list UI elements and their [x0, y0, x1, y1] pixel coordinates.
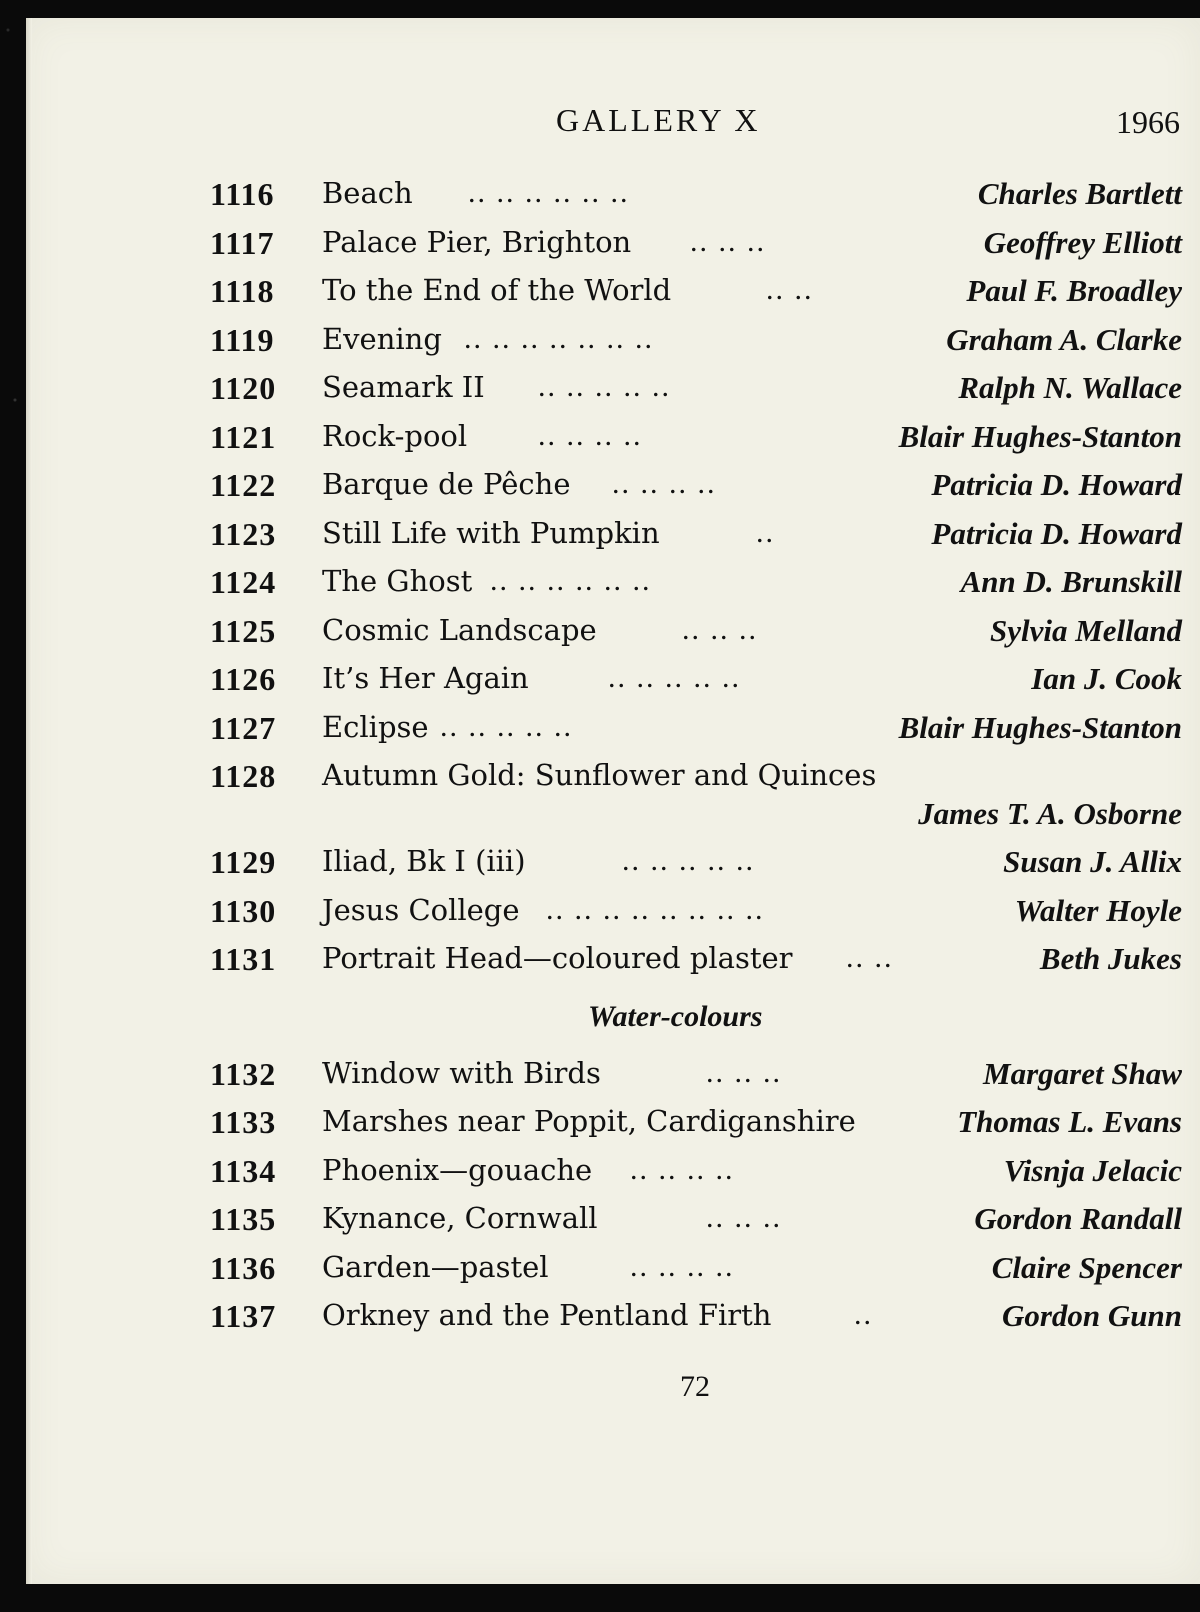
list-item	[0, 1298, 1200, 1347]
list-item	[0, 1250, 1200, 1299]
dot-leader: .. .. .. .. ..	[440, 709, 573, 743]
entry-number: 1128	[210, 758, 277, 794]
entry-title: Kynance, Cornwall	[322, 1201, 598, 1235]
entry-artist: Ian J. Cook	[1031, 661, 1182, 696]
section-heading-text: Water-colours	[588, 999, 763, 1033]
entry-number: 1137	[210, 1298, 277, 1334]
entry-title: Evening	[322, 321, 442, 356]
entry-title: Barque de Pêche	[322, 467, 571, 501]
entry-artist: Walter Hoyle	[1014, 892, 1182, 928]
entry-title: Palace Pier, Brighton	[322, 224, 632, 259]
entry-artist: Patricia D. Howard	[931, 515, 1182, 551]
entry-title: Rock-pool	[322, 418, 468, 453]
dot-leader: ..	[756, 515, 775, 549]
entry-number: 1134	[210, 1152, 277, 1189]
list-item	[0, 1201, 1200, 1250]
list-item	[0, 893, 1200, 942]
entry-number: 1132	[210, 1055, 277, 1092]
entry-title: Garden—pastel	[322, 1249, 549, 1284]
list-item	[0, 176, 1200, 225]
entry-number: 1124	[210, 564, 277, 600]
list-item	[0, 1056, 1200, 1105]
entry-artist: Thomas L. Evans	[957, 1104, 1182, 1139]
entry-artist: Susan J. Allix	[1003, 844, 1182, 879]
entry-artist: Claire Spencer	[991, 1249, 1182, 1285]
list-item	[0, 941, 1200, 990]
list-item	[0, 467, 1200, 516]
dot-leader: ..	[854, 1298, 873, 1331]
entry-number: 1122	[210, 467, 277, 503]
entry-title: Phoenix—gouache	[322, 1152, 593, 1187]
entry-number: 1121	[210, 418, 277, 455]
dot-leader: .. .. .. ..	[630, 1249, 735, 1283]
list-item	[0, 1153, 1200, 1202]
list-item	[0, 419, 1200, 468]
dot-leader: .. .. .. .. ..	[538, 370, 671, 403]
dot-leader: .. .. .. .. .. .. ..	[464, 321, 654, 355]
page-number: 72	[680, 1370, 710, 1403]
list-item	[0, 273, 1200, 322]
catalogue-list	[0, 176, 1200, 1347]
page-title: GALLERY X	[556, 102, 761, 138]
dot-leader: .. .. .. .. .. ..	[468, 176, 630, 209]
entry-artist: Visnja Jelacic	[1003, 1152, 1182, 1188]
dot-leader: .. .. .. ..	[630, 1152, 735, 1186]
entry-artist: Margaret Shaw	[983, 1055, 1182, 1091]
entry-artist: Gordon Randall	[974, 1201, 1182, 1236]
entry-title: Marshes near Poppit, Cardiganshire	[322, 1104, 856, 1138]
dot-leader: .. ..	[766, 273, 814, 306]
entry-number: 1136	[210, 1249, 277, 1286]
entry-title: The Ghost	[322, 564, 473, 598]
list-item	[0, 613, 1200, 662]
entry-title: Jesus College	[322, 892, 520, 927]
list-item	[0, 225, 1200, 274]
entry-title: Cosmic Landscape	[322, 612, 597, 647]
entry-artist: Geoffrey Elliott	[983, 224, 1182, 260]
list-item	[0, 758, 1200, 844]
entry-title: Beach	[322, 176, 413, 210]
entry-title: Portrait Head—coloured plaster	[322, 941, 793, 975]
entry-artist: Ann D. Brunskill	[960, 564, 1182, 599]
dot-leader: .. ..	[846, 941, 894, 974]
dot-leader: .. .. ..	[690, 224, 766, 258]
page-year: 1966	[1116, 104, 1180, 140]
entry-title: Still Life with Pumpkin	[322, 515, 660, 550]
dot-leader: .. .. .. ..	[538, 418, 643, 452]
entry-artist: Graham A. Clarke	[946, 321, 1182, 357]
entry-title: Iliad, Bk I (iii)	[322, 844, 526, 878]
list-item	[0, 322, 1200, 371]
dot-leader: .. .. ..	[682, 612, 758, 646]
entry-number: 1120	[210, 370, 277, 406]
entry-artist: Blair Hughes-Stanton	[898, 709, 1182, 745]
entry-title: Autumn Gold: Sunflower and Quinces	[322, 758, 877, 792]
entry-number: 1127	[210, 709, 277, 746]
entry-artist: Charles Bartlett	[977, 176, 1182, 211]
entry-artist: Blair Hughes-Stanton	[898, 418, 1182, 454]
entry-number: 1133	[210, 1104, 277, 1140]
list-item	[0, 844, 1200, 893]
entry-number: 1123	[210, 515, 277, 552]
entry-artist: Sylvia Melland	[989, 612, 1182, 648]
list-item	[0, 564, 1200, 613]
page-header	[0, 102, 1200, 146]
entry-artist: Gordon Gunn	[1001, 1298, 1182, 1333]
entry-artist: Ralph N. Wallace	[958, 370, 1182, 405]
dot-leader: .. .. ..	[706, 1055, 782, 1089]
entry-number: 1135	[210, 1201, 277, 1237]
dot-leader: .. .. .. .. ..	[622, 844, 755, 877]
entry-title: It’s Her Again	[322, 661, 529, 695]
list-item	[0, 370, 1200, 419]
entry-number: 1130	[210, 892, 277, 929]
list-item	[0, 516, 1200, 565]
entry-title: Seamark II	[322, 370, 485, 404]
list-item	[0, 1104, 1200, 1153]
entry-artist: Beth Jukes	[1039, 941, 1182, 976]
entry-title: Orkney and the Pentland Firth	[322, 1298, 772, 1332]
list-item	[0, 710, 1200, 759]
entry-title: To the End of the World	[322, 273, 672, 307]
dot-leader: .. .. ..	[706, 1201, 782, 1234]
section-heading	[0, 990, 1200, 1056]
entry-number: 1117	[210, 224, 275, 261]
entry-number: 1125	[210, 612, 277, 649]
entry-number: 1119	[210, 321, 275, 358]
list-item	[0, 661, 1200, 710]
entry-artist: James T. A. Osborne	[918, 796, 1182, 831]
entry-number: 1131	[210, 941, 277, 977]
entry-title: Window with Birds	[322, 1055, 601, 1090]
dot-leader: .. .. .. .. .. ..	[490, 564, 652, 597]
dot-leader: .. .. .. ..	[612, 467, 717, 500]
entry-number: 1116	[210, 176, 275, 212]
entry-number: 1129	[210, 844, 277, 880]
entry-artist: Patricia D. Howard	[931, 467, 1182, 502]
entry-artist: Paul F. Broadley	[966, 273, 1182, 308]
dot-leader: .. .. .. .. ..	[608, 661, 741, 694]
entry-number: 1126	[210, 661, 277, 697]
entry-number: 1118	[210, 273, 275, 309]
entry-title: Eclipse	[322, 709, 429, 744]
dot-leader: .. .. .. .. .. .. .. ..	[546, 892, 765, 926]
